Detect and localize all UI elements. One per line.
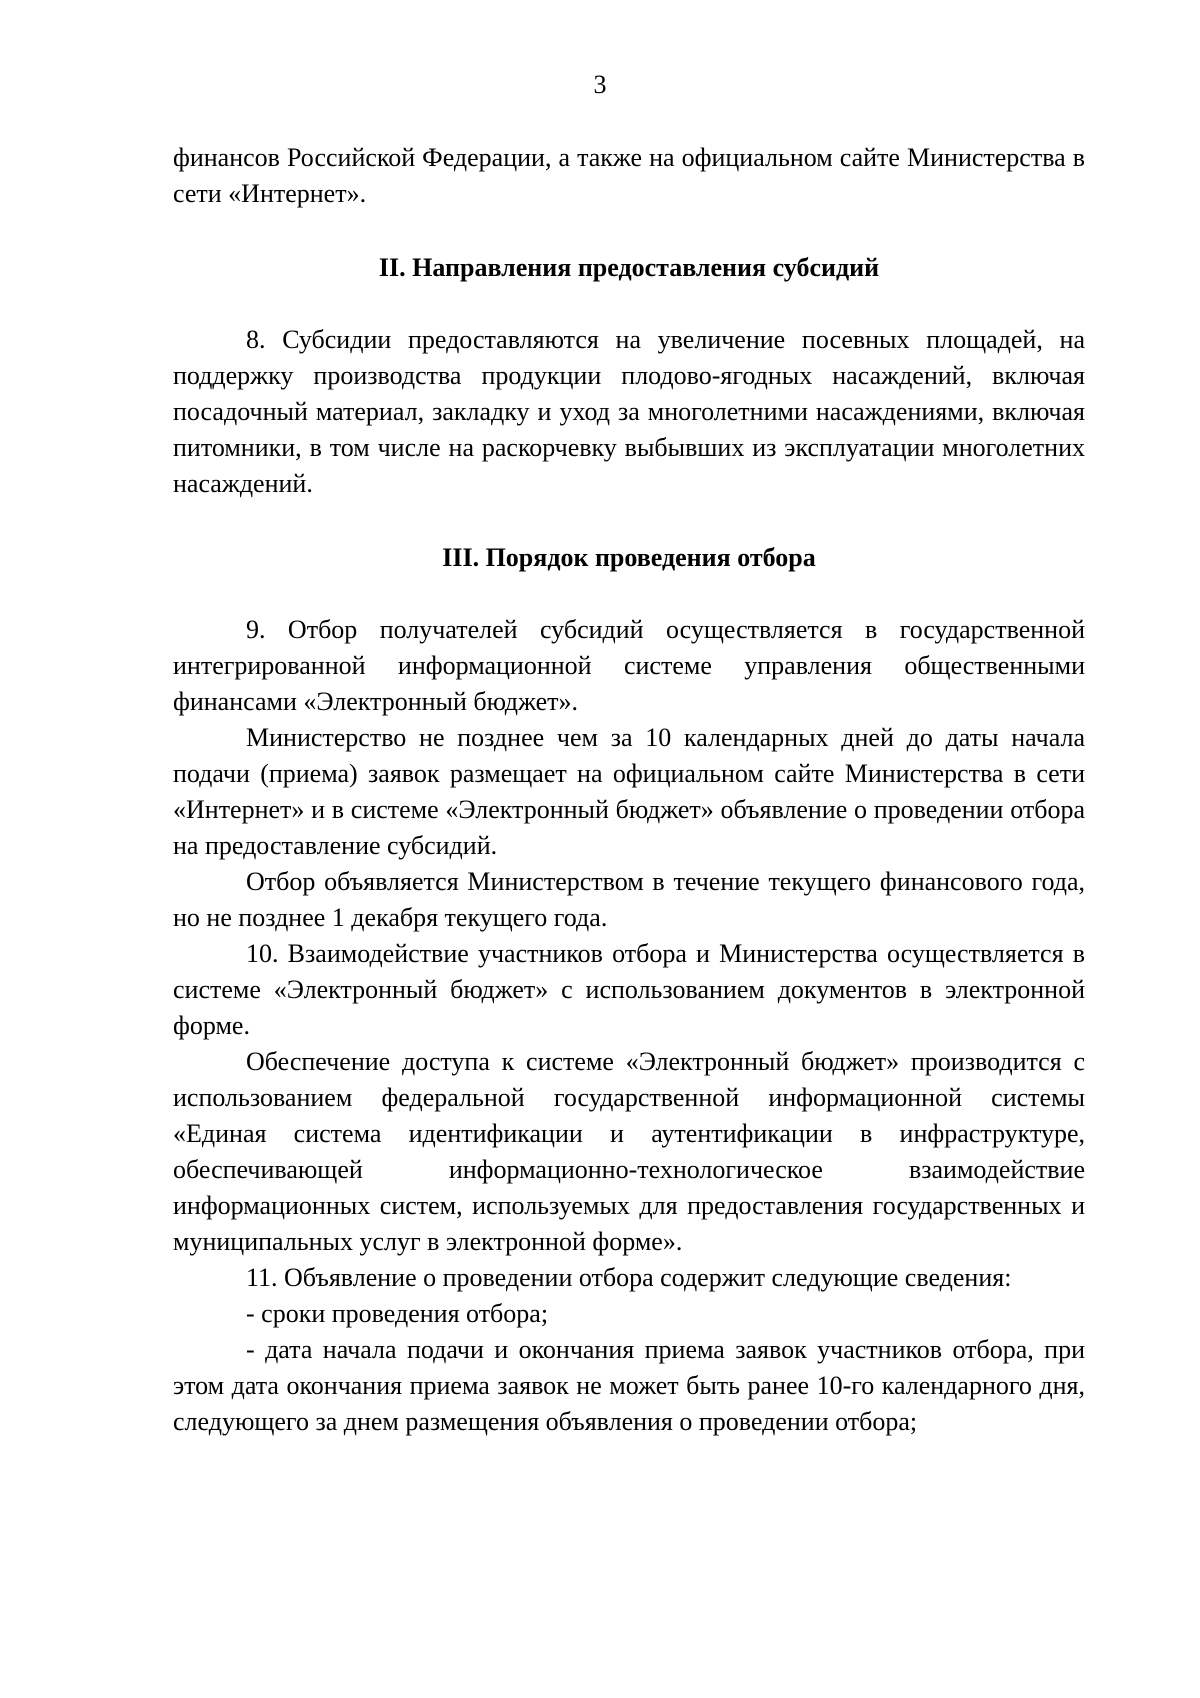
paragraph-ministry-announcement: Министерство не позднее чем за 10 календарных дней до даты начала подачи (приема) заявок размещает на официальном сайте Министерства в сети «Интернет» и в системе «Электронный бюджет» объявление о проведении отбора на предоставление субсидий. (173, 723, 1085, 860)
list-item-selection-terms: - сроки проведения отбора; (246, 1299, 549, 1328)
section-heading-3: III. Порядок проведения отбора (442, 543, 816, 572)
paragraph-access-provision: Обеспечение доступа к системе «Электронный бюджет» производится с использованием федеральной государственной информационной системы «Единая система идентификации и аутентификации в инфраструктуре, обеспечивающей информационно-технологическое взаимодействие информационных систем, используемых для предоставления государственных и муниципальных услуг в электронной форме». (173, 1047, 1085, 1256)
paragraph-11: 11. Объявление о проведении отбора содержит следующие сведения: (246, 1263, 1012, 1292)
paragraph-10: 10. Взаимодействие участников отбора и Министерства осуществляется в системе «Электронный бюджет» с использованием документов в электронной форме. (173, 939, 1085, 1040)
section-heading-2: II. Направления предоставления субсидий (378, 253, 880, 282)
document-body (173, 140, 1085, 1440)
paragraph-intro: финансов Российской Федерации, а также на официальном сайте Министерства в сети «Интернет». (173, 143, 1085, 208)
page-number: 3 (593, 70, 607, 99)
list-item-application-dates: - дата начала подачи и окончания приема заявок участников отбора, при этом дата окончания приема заявок не может быть ранее 10-го календарного дня, следующего за днем размещения объявления о проведении отбора; (173, 1335, 1085, 1436)
paragraph-9: 9. Отбор получателей субсидий осуществляется в государственной интегрированной информационной системе управления общественными финансами «Электронный бюджет». (173, 615, 1085, 716)
paragraph-selection-deadline: Отбор объявляется Министерством в течение текущего финансового года, но не позднее 1 декабря текущего года. (173, 867, 1085, 932)
paragraph-8: 8. Субсидии предоставляются на увеличение посевных площадей, на поддержку производства продукции плодово-ягодных насаждений, включая посадочный материал, закладку и уход за многолетними насаждениями, включая питомники, в том числе на раскорчевку выбывших из эксплуатации многолетних насаждений. (173, 325, 1085, 498)
